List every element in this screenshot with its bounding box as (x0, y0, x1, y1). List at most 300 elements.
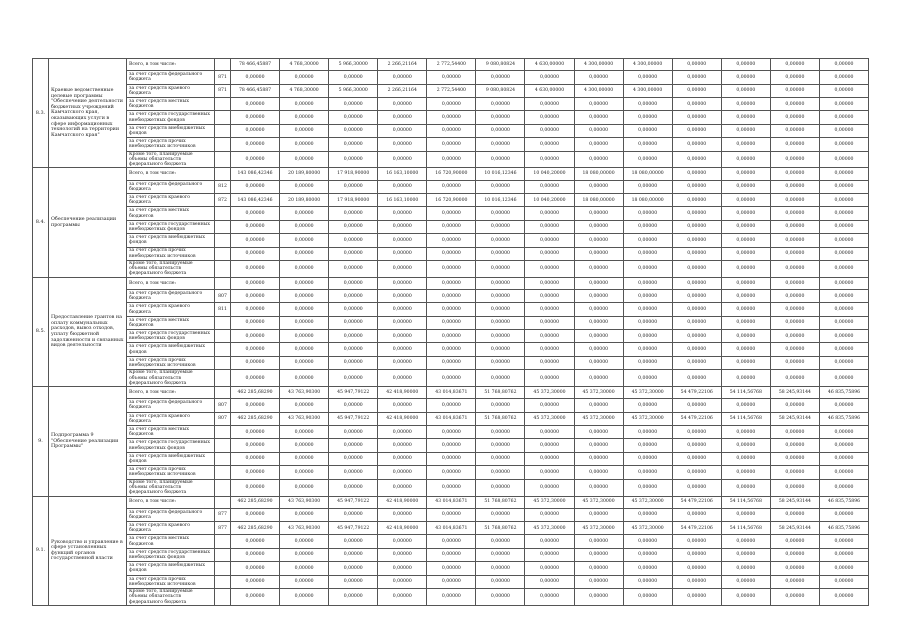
amount-cell: 0,00000 (476, 535, 525, 548)
amount-cell: 0,00000 (280, 370, 329, 387)
amount-cell: 0,00000 (721, 277, 770, 289)
amount-cell: 58 245,93144 (770, 387, 819, 399)
budget-code (215, 124, 231, 137)
table-row (33, 168, 869, 180)
amount-cell: 0,00000 (819, 193, 868, 206)
amount-cell: 16 163,10000 (378, 168, 427, 180)
amount-cell: 0,00000 (427, 111, 476, 124)
amount-cell: 0,00000 (231, 303, 280, 316)
amount-cell: 0,00000 (427, 452, 476, 465)
amount-cell: 5 966,30000 (329, 59, 378, 71)
amount-cell: 0,00000 (672, 180, 721, 193)
section-number: 8.5. (33, 277, 49, 386)
amount-cell: 0,00000 (280, 330, 329, 343)
amount-cell: 0,00000 (280, 508, 329, 521)
amount-cell: 45 947,79122 (329, 496, 378, 508)
amount-cell: 0,00000 (476, 316, 525, 329)
table-row (33, 124, 869, 137)
amount-cell: 0,00000 (672, 289, 721, 302)
amount-cell: 0,00000 (721, 343, 770, 356)
amount-cell: 0,00000 (770, 466, 819, 479)
amount-cell: 0,00000 (231, 589, 280, 606)
amount-cell: 0,00000 (329, 316, 378, 329)
amount-cell: 0,00000 (476, 548, 525, 561)
budget-code (215, 111, 231, 124)
amount-cell: 0,00000 (819, 220, 868, 233)
amount-cell: 0,00000 (476, 180, 525, 193)
amount-cell: 0,00000 (819, 535, 868, 548)
amount-cell: 45 947,79122 (329, 522, 378, 535)
amount-cell: 45 372,30000 (525, 412, 574, 425)
amount-cell: 4 300,00000 (623, 59, 672, 71)
amount-cell: 54 114,56768 (721, 412, 770, 425)
amount-cell: 0,00000 (476, 426, 525, 439)
budget-code (215, 439, 231, 452)
amount-cell: 9 080,80824 (476, 59, 525, 71)
amount-cell: 0,00000 (721, 466, 770, 479)
amount-cell: 0,00000 (427, 220, 476, 233)
amount-cell: 0,00000 (280, 138, 329, 151)
amount-cell: 462 285,68290 (231, 496, 280, 508)
amount-cell: 0,00000 (231, 247, 280, 260)
amount-cell: 0,00000 (672, 589, 721, 606)
amount-cell: 0,00000 (574, 71, 623, 84)
amount-cell: 54 479,22106 (672, 387, 721, 399)
amount-cell: 0,00000 (476, 71, 525, 84)
table-row (33, 316, 869, 329)
amount-cell: 0,00000 (427, 575, 476, 588)
amount-cell: 0,00000 (819, 207, 868, 220)
amount-cell: 4 300,00000 (574, 59, 623, 71)
amount-cell: 0,00000 (721, 356, 770, 369)
amount-cell: 0,00000 (721, 193, 770, 206)
program-name: Подпрограмма 9 "Обеспечение реализации Программы" (49, 387, 127, 496)
amount-cell: 0,00000 (819, 289, 868, 302)
amount-cell: 0,00000 (329, 589, 378, 606)
amount-cell: 20 189,80000 (280, 168, 329, 180)
amount-cell: 0,00000 (819, 466, 868, 479)
amount-cell: 0,00000 (427, 330, 476, 343)
amount-cell: 0,00000 (525, 399, 574, 412)
amount-cell: 0,00000 (721, 260, 770, 277)
funding-source-label: за счет средств государственных внебюджетных фондов (127, 330, 215, 343)
amount-cell: 0,00000 (623, 289, 672, 302)
amount-cell: 0,00000 (672, 168, 721, 180)
budget-code (215, 535, 231, 548)
amount-cell: 0,00000 (280, 439, 329, 452)
amount-cell: 0,00000 (721, 562, 770, 575)
amount-cell: 0,00000 (574, 330, 623, 343)
amount-cell: 0,00000 (574, 575, 623, 588)
budget-code: 871 (215, 84, 231, 97)
amount-cell: 0,00000 (476, 466, 525, 479)
amount-cell: 0,00000 (329, 124, 378, 137)
amount-cell: 0,00000 (427, 562, 476, 575)
amount-cell: 0,00000 (770, 180, 819, 193)
table-row (33, 84, 869, 97)
amount-cell: 0,00000 (672, 151, 721, 168)
amount-cell: 0,00000 (427, 303, 476, 316)
amount-cell: 0,00000 (819, 277, 868, 289)
funding-source-label: за счет средств прочих внебюджетных источников (127, 466, 215, 479)
amount-cell: 58 245,93144 (770, 412, 819, 425)
amount-cell: 0,00000 (672, 535, 721, 548)
amount-cell: 0,00000 (623, 180, 672, 193)
amount-cell: 45 947,79122 (329, 412, 378, 425)
amount-cell: 0,00000 (721, 84, 770, 97)
amount-cell: 0,00000 (525, 289, 574, 302)
budget-code (215, 207, 231, 220)
amount-cell: 0,00000 (623, 466, 672, 479)
budget-code: 872 (215, 193, 231, 206)
funding-source-label: за счет средств федерального бюджета (127, 508, 215, 521)
amount-cell: 0,00000 (574, 343, 623, 356)
amount-cell: 0,00000 (525, 277, 574, 289)
budget-code (215, 220, 231, 233)
amount-cell: 5 966,30000 (329, 84, 378, 97)
amount-cell: 0,00000 (231, 260, 280, 277)
amount-cell: 0,00000 (819, 356, 868, 369)
amount-cell: 0,00000 (672, 399, 721, 412)
amount-cell: 0,00000 (574, 535, 623, 548)
amount-cell: 0,00000 (329, 234, 378, 247)
amount-cell: 54 479,22106 (672, 522, 721, 535)
amount-cell: 0,00000 (231, 289, 280, 302)
amount-cell: 45 372,30000 (525, 387, 574, 399)
amount-cell: 0,00000 (525, 479, 574, 496)
funding-source-label: за счет средств прочих внебюджетных источников (127, 247, 215, 260)
budget-code (215, 316, 231, 329)
amount-cell: 0,00000 (770, 562, 819, 575)
amount-cell: 0,00000 (378, 548, 427, 561)
amount-cell: 2 772,54400 (427, 59, 476, 71)
amount-cell: 0,00000 (721, 207, 770, 220)
amount-cell: 0,00000 (329, 399, 378, 412)
amount-cell: 0,00000 (231, 71, 280, 84)
amount-cell: 0,00000 (280, 426, 329, 439)
amount-cell: 0,00000 (770, 84, 819, 97)
table-row (33, 234, 869, 247)
amount-cell: 0,00000 (231, 330, 280, 343)
amount-cell: 0,00000 (378, 111, 427, 124)
amount-cell: 0,00000 (672, 193, 721, 206)
amount-cell: 78 466,45887 (231, 84, 280, 97)
amount-cell: 17 918,90000 (329, 168, 378, 180)
table-row (33, 247, 869, 260)
amount-cell: 43 763,90300 (280, 387, 329, 399)
amount-cell: 0,00000 (574, 220, 623, 233)
amount-cell: 0,00000 (476, 124, 525, 137)
budget-code (215, 575, 231, 588)
amount-cell: 0,00000 (770, 316, 819, 329)
amount-cell: 43 763,90300 (280, 522, 329, 535)
table-row (33, 207, 869, 220)
amount-cell: 0,00000 (672, 370, 721, 387)
amount-cell: 0,00000 (329, 426, 378, 439)
amount-cell: 0,00000 (525, 151, 574, 168)
amount-cell: 0,00000 (819, 247, 868, 260)
amount-cell: 0,00000 (329, 220, 378, 233)
table-row (33, 180, 869, 193)
amount-cell: 0,00000 (476, 589, 525, 606)
amount-cell: 0,00000 (378, 343, 427, 356)
amount-cell: 0,00000 (721, 316, 770, 329)
amount-cell: 0,00000 (672, 84, 721, 97)
amount-cell: 0,00000 (525, 220, 574, 233)
amount-cell: 0,00000 (231, 234, 280, 247)
amount-cell: 0,00000 (280, 220, 329, 233)
amount-cell: 0,00000 (280, 589, 329, 606)
amount-cell: 10 040,20000 (525, 193, 574, 206)
amount-cell: 0,00000 (378, 316, 427, 329)
amount-cell: 0,00000 (819, 479, 868, 496)
amount-cell: 0,00000 (427, 399, 476, 412)
amount-cell: 0,00000 (770, 535, 819, 548)
amount-cell: 0,00000 (574, 180, 623, 193)
amount-cell: 462 285,68290 (231, 522, 280, 535)
amount-cell: 0,00000 (574, 111, 623, 124)
amount-cell: 0,00000 (280, 207, 329, 220)
amount-cell: 0,00000 (329, 277, 378, 289)
amount-cell: 0,00000 (525, 452, 574, 465)
amount-cell: 0,00000 (770, 193, 819, 206)
amount-cell: 0,00000 (427, 260, 476, 277)
amount-cell: 0,00000 (819, 508, 868, 521)
amount-cell: 0,00000 (672, 97, 721, 110)
funding-source-label: за счет средств государственных внебюджетных фондов (127, 439, 215, 452)
amount-cell: 0,00000 (329, 479, 378, 496)
amount-cell: 0,00000 (623, 356, 672, 369)
amount-cell: 0,00000 (231, 399, 280, 412)
table-row (33, 343, 869, 356)
amount-cell: 2 772,54400 (427, 84, 476, 97)
amount-cell: 0,00000 (476, 479, 525, 496)
table-row (33, 330, 869, 343)
amount-cell: 0,00000 (231, 220, 280, 233)
amount-cell: 0,00000 (721, 247, 770, 260)
amount-cell: 0,00000 (770, 548, 819, 561)
amount-cell: 0,00000 (231, 207, 280, 220)
amount-cell: 0,00000 (819, 575, 868, 588)
amount-cell: 0,00000 (525, 124, 574, 137)
amount-cell: 0,00000 (819, 111, 868, 124)
budget-code: 812 (215, 180, 231, 193)
funding-source-label: за счет средств краевого бюджета (127, 412, 215, 425)
amount-cell: 0,00000 (770, 589, 819, 606)
amount-cell: 0,00000 (280, 399, 329, 412)
amount-cell: 0,00000 (721, 330, 770, 343)
amount-cell: 0,00000 (280, 548, 329, 561)
amount-cell: 0,00000 (623, 399, 672, 412)
amount-cell: 0,00000 (770, 124, 819, 137)
amount-cell: 0,00000 (819, 84, 868, 97)
amount-cell: 0,00000 (329, 439, 378, 452)
amount-cell: 0,00000 (672, 356, 721, 369)
amount-cell: 0,00000 (672, 71, 721, 84)
amount-cell: 0,00000 (770, 260, 819, 277)
amount-cell: 0,00000 (672, 111, 721, 124)
amount-cell: 0,00000 (280, 247, 329, 260)
budget-code: 807 (215, 399, 231, 412)
amount-cell: 0,00000 (280, 343, 329, 356)
amount-cell: 0,00000 (574, 97, 623, 110)
amount-cell: 0,00000 (623, 548, 672, 561)
amount-cell: 0,00000 (721, 508, 770, 521)
amount-cell: 0,00000 (721, 399, 770, 412)
funding-source-label: Кроме того, планируемые объемы обязательств федерального бюджета (127, 151, 215, 168)
table-row (33, 426, 869, 439)
amount-cell: 45 947,79122 (329, 387, 378, 399)
amount-cell: 0,00000 (427, 535, 476, 548)
amount-cell: 0,00000 (525, 466, 574, 479)
program-name: Краевые ведомственные целевые программы "Обеспечение деятельности бюджетных учреждений Камчатского края, оказывающих услуги в сфере информационных технологий на территории Камчатского края" (49, 59, 127, 168)
amount-cell: 0,00000 (280, 356, 329, 369)
amount-cell: 0,00000 (427, 71, 476, 84)
amount-cell: 0,00000 (819, 138, 868, 151)
amount-cell: 0,00000 (770, 220, 819, 233)
amount-cell: 0,00000 (770, 343, 819, 356)
amount-cell: 0,00000 (770, 168, 819, 180)
amount-cell: 0,00000 (476, 439, 525, 452)
table-row (33, 356, 869, 369)
amount-cell: 0,00000 (280, 277, 329, 289)
amount-cell: 0,00000 (721, 589, 770, 606)
amount-cell: 54 479,22106 (672, 496, 721, 508)
amount-cell: 54 114,56768 (721, 522, 770, 535)
amount-cell: 0,00000 (231, 562, 280, 575)
amount-cell: 10 040,20000 (525, 168, 574, 180)
amount-cell: 0,00000 (378, 124, 427, 137)
amount-cell: 0,00000 (280, 575, 329, 588)
amount-cell: 0,00000 (476, 330, 525, 343)
amount-cell: 0,00000 (819, 97, 868, 110)
amount-cell: 462 285,68290 (231, 412, 280, 425)
amount-cell: 0,00000 (378, 138, 427, 151)
funding-source-label: за счет средств федерального бюджета (127, 399, 215, 412)
amount-cell: 0,00000 (623, 316, 672, 329)
amount-cell: 0,00000 (329, 247, 378, 260)
amount-cell: 0,00000 (770, 356, 819, 369)
amount-cell: 0,00000 (574, 508, 623, 521)
table-row (33, 260, 869, 277)
budget-code: 811 (215, 303, 231, 316)
amount-cell: 0,00000 (476, 260, 525, 277)
amount-cell: 0,00000 (623, 277, 672, 289)
amount-cell: 0,00000 (819, 439, 868, 452)
amount-cell: 0,00000 (770, 508, 819, 521)
budget-code (215, 452, 231, 465)
budget-code: 871 (215, 71, 231, 84)
funding-source-label: за счет средств местных бюджетов (127, 316, 215, 329)
amount-cell: 0,00000 (378, 207, 427, 220)
amount-cell: 0,00000 (623, 220, 672, 233)
amount-cell: 0,00000 (721, 548, 770, 561)
amount-cell: 0,00000 (672, 343, 721, 356)
amount-cell: 0,00000 (623, 508, 672, 521)
amount-cell: 0,00000 (721, 168, 770, 180)
amount-cell: 54 114,56768 (721, 387, 770, 399)
amount-cell: 0,00000 (231, 439, 280, 452)
amount-cell: 0,00000 (378, 356, 427, 369)
table-row (33, 277, 869, 289)
amount-cell: 0,00000 (378, 289, 427, 302)
table-row (33, 439, 869, 452)
amount-cell: 0,00000 (672, 124, 721, 137)
table-row (33, 387, 869, 399)
amount-cell: 0,00000 (525, 207, 574, 220)
amount-cell: 16 720,90000 (427, 168, 476, 180)
amount-cell: 0,00000 (378, 439, 427, 452)
funding-source-label: за счет средств местных бюджетов (127, 535, 215, 548)
funding-source-label: Кроме того, планируемые объемы обязательств федерального бюджета (127, 370, 215, 387)
amount-cell: 0,00000 (574, 439, 623, 452)
table-row (33, 508, 869, 521)
amount-cell: 0,00000 (574, 466, 623, 479)
amount-cell: 0,00000 (623, 439, 672, 452)
amount-cell: 78 466,45887 (231, 59, 280, 71)
amount-cell: 0,00000 (623, 535, 672, 548)
amount-cell: 0,00000 (378, 370, 427, 387)
amount-cell: 45 372,30000 (623, 412, 672, 425)
amount-cell: 45 372,30000 (623, 387, 672, 399)
amount-cell: 0,00000 (329, 370, 378, 387)
amount-cell: 0,00000 (329, 508, 378, 521)
amount-cell: 10 016,12346 (476, 193, 525, 206)
amount-cell: 0,00000 (623, 97, 672, 110)
amount-cell: 0,00000 (280, 111, 329, 124)
budget-code (215, 356, 231, 369)
amount-cell: 0,00000 (770, 138, 819, 151)
budget-code (215, 343, 231, 356)
amount-cell: 45 372,30000 (574, 387, 623, 399)
amount-cell: 0,00000 (231, 277, 280, 289)
amount-cell: 0,00000 (819, 452, 868, 465)
amount-cell: 51 768,80762 (476, 496, 525, 508)
amount-cell: 0,00000 (280, 562, 329, 575)
amount-cell: 0,00000 (329, 452, 378, 465)
amount-cell: 4 630,00000 (525, 59, 574, 71)
amount-cell: 18 080,00000 (574, 193, 623, 206)
amount-cell: 0,00000 (623, 234, 672, 247)
amount-cell: 0,00000 (721, 220, 770, 233)
amount-cell: 0,00000 (231, 452, 280, 465)
budget-code: 877 (215, 522, 231, 535)
amount-cell: 17 918,90000 (329, 193, 378, 206)
amount-cell: 45 372,30000 (623, 496, 672, 508)
amount-cell: 0,00000 (476, 343, 525, 356)
amount-cell: 0,00000 (280, 316, 329, 329)
amount-cell: 45 372,30000 (574, 522, 623, 535)
budget-code (215, 59, 231, 71)
amount-cell: 0,00000 (819, 343, 868, 356)
amount-cell: 0,00000 (574, 479, 623, 496)
amount-cell: 0,00000 (280, 303, 329, 316)
amount-cell: 0,00000 (525, 439, 574, 452)
amount-cell: 0,00000 (231, 575, 280, 588)
funding-source-label: за счет средств внебюджетных фондов (127, 343, 215, 356)
amount-cell: 0,00000 (476, 234, 525, 247)
amount-cell: 0,00000 (574, 207, 623, 220)
amount-cell: 0,00000 (525, 562, 574, 575)
funding-source-label: за счет средств федерального бюджета (127, 71, 215, 84)
amount-cell: 0,00000 (378, 220, 427, 233)
budget-code: 877 (215, 508, 231, 521)
budget-code (215, 247, 231, 260)
amount-cell: 0,00000 (574, 370, 623, 387)
funding-table (32, 58, 869, 606)
amount-cell: 0,00000 (819, 168, 868, 180)
funding-source-label: за счет средств федерального бюджета (127, 180, 215, 193)
